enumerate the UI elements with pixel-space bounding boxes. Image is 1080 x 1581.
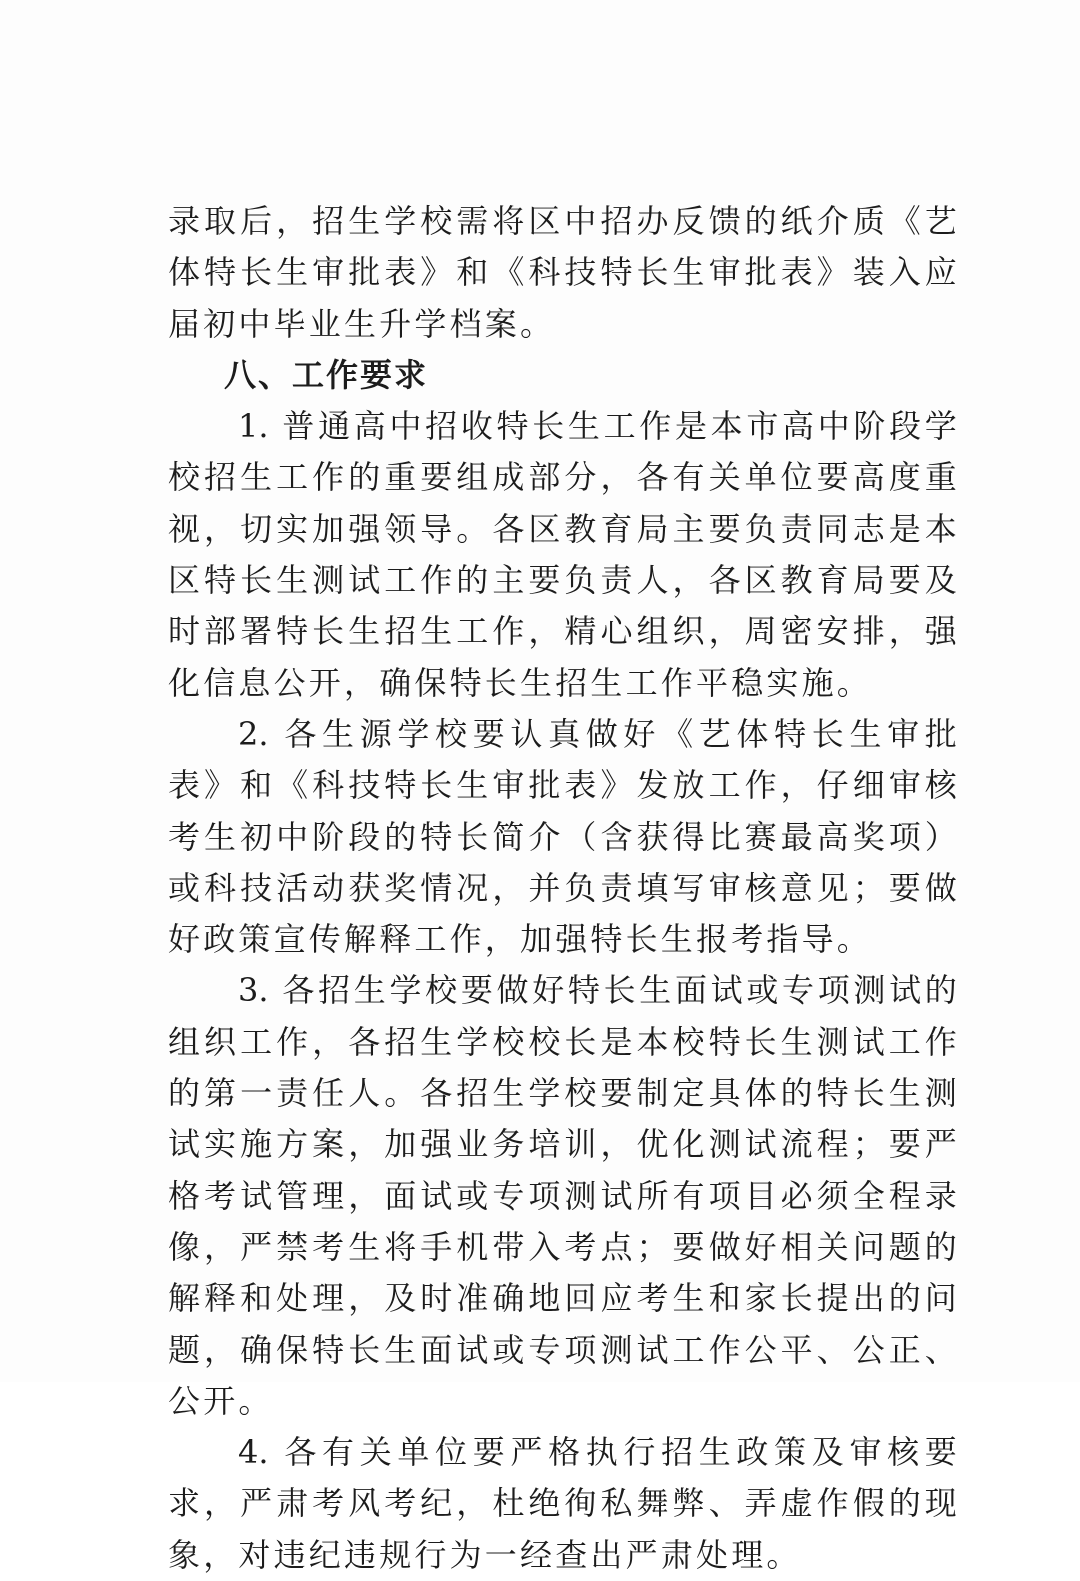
section-heading: 八、工作要求 (224, 355, 429, 394)
requirement-item-2 (168, 709, 960, 965)
document-body (168, 196, 960, 1581)
item-text: 普通高中招收特长生工作是本市高中阶段学校招生工作的重要组成部分，各有关单位要高度重视，切实加强领导。各区教育局主要负责同志是本区特长生测试工作的主要负责人，各区教育局要及时部署特长生招生工作，精心组织，周密安排，强化信息公开，确保特长生招生工作平稳实施。 (168, 407, 960, 702)
requirement-item-1 (168, 401, 960, 709)
item-text: 各生源学校要认真做好《艺体特长生审批表》和《科技特长生审批表》发放工作，仔细审核考生初中阶段的特长简介（含获得比赛最高奖项）或科技活动获奖情况，并负责填写审核意见；要做好政策宣传解释工作，加强特长生报考指导。 (168, 714, 960, 959)
intro-paragraph: 录取后，招生学校需将区中招办反馈的纸介质《艺体特长生审批表》和《科技特长生审批表》装入应届初中毕业生升学档案。 (168, 202, 960, 343)
requirement-item-4 (168, 1427, 960, 1581)
requirement-item-3 (168, 965, 960, 1427)
item-text: 各有关单位要严格执行招生政策及审核要求，严肃考风考纪，杜绝徇私舞弊、弄虚作假的现象，对违纪违规行为一经查出严肃处理。 (168, 1433, 960, 1574)
item-number: 1. (238, 407, 269, 446)
item-number: 2. (238, 714, 269, 753)
item-number: 4. (238, 1433, 269, 1472)
item-text: 各招生学校要做好特长生面试或专项测试的组织工作，各招生学校校长是本校特长生测试工作的第一责任人。各招生学校要制定具体的特长生测试实施方案，加强业务培训，优化测试流程；要严格考试管理，面试或专项测试所有项目必须全程录像，严禁考生将手机带入考点；要做好相关问题的解释和处理，及时准确地回应考生和家长提出的问题，确保特长生面试或专项测试工作公平、公正、公开。 (168, 971, 960, 1420)
item-number: 3. (238, 971, 269, 1010)
